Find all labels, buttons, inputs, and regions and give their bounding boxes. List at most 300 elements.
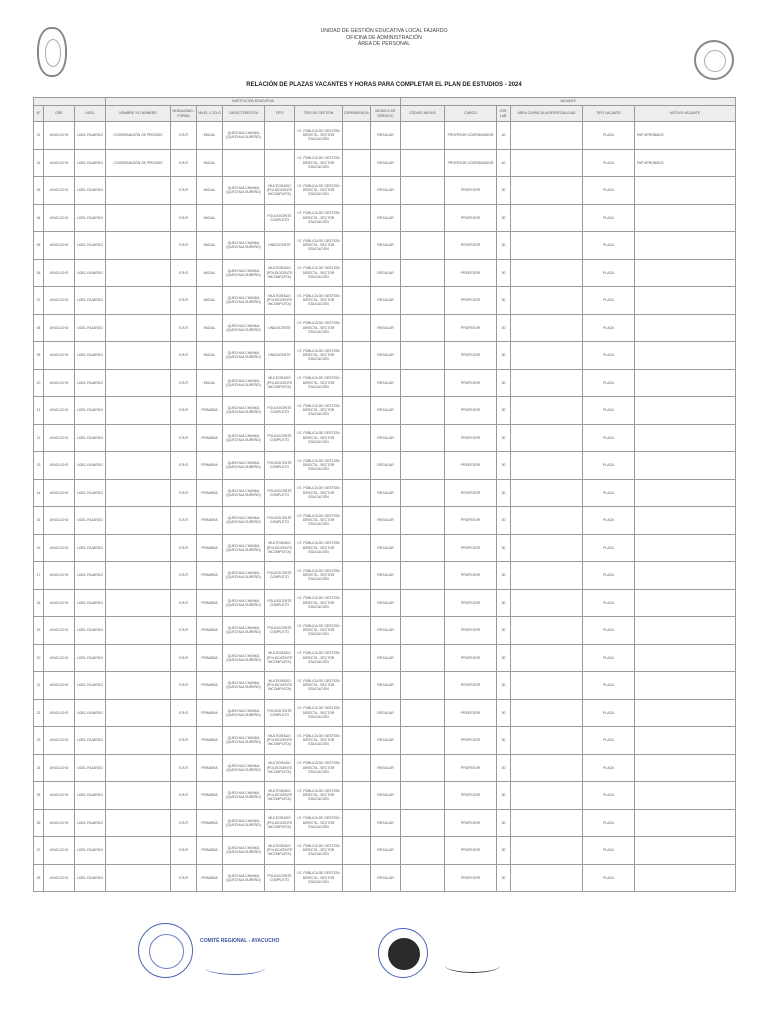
table-cell-nombre: [106, 232, 171, 260]
table-cell-n: 02: [34, 149, 44, 177]
table-cell-jor: 30: [497, 644, 511, 672]
table-cell-n: 16: [34, 534, 44, 562]
table-cell-nivel: PRIMARIA: [197, 617, 223, 645]
table-cell-n: 05: [34, 232, 44, 260]
table-cell-gest: I.E. PÚBLICA DE GESTIÓN DIRECTA - SECTOR EDUCACIÓN: [295, 314, 343, 342]
table-cell-ugel: UGEL FAJARDO: [75, 452, 106, 480]
table-cell-cargo: PROFESOR: [445, 314, 497, 342]
table-cell-dep: [343, 397, 371, 425]
table-cell-tipo: MULTIGRADO (POLIDOCENTE INCOMPLETA): [265, 644, 295, 672]
table-cell-dep: [343, 699, 371, 727]
table-cell-nexus: [401, 452, 445, 480]
table-cell-carac: QUECHUA CHANKA (QUECHUA SUREÑO): [223, 232, 265, 260]
table-cell-cargo: PROFESOR COORDINADOR: [445, 122, 497, 150]
table-cell-dep: [343, 287, 371, 315]
table-cell-area: [511, 534, 583, 562]
table-cell-tipo_vac: PLAZA: [583, 699, 635, 727]
table-cell-nivel: PRIMARIA: [197, 452, 223, 480]
table-cell-nombre: [106, 369, 171, 397]
table-cell-nombre: [106, 754, 171, 782]
table-cell-motivo: [635, 287, 736, 315]
table-cell-dre: AYACUCHO: [44, 232, 75, 260]
table-cell-tipo_vac: PLAZA: [583, 479, 635, 507]
table-cell-dre: AYACUCHO: [44, 809, 75, 837]
table-cell-modelo: REGULAR: [371, 837, 401, 865]
table-cell-carac: QUECHUA CHANKA (QUECHUA SUREÑO): [223, 479, 265, 507]
table-cell-jor: 30: [497, 287, 511, 315]
table-cell-dep: [343, 259, 371, 287]
table-cell-motivo: [635, 782, 736, 810]
column-header: ÁREA CURRICULAR/ESPECIALIDAD: [511, 106, 583, 122]
table-row: [34, 727, 736, 755]
table-cell-cargo: PROFESOR: [445, 204, 497, 232]
table-cell-nombre: [106, 562, 171, 590]
table-cell-nexus: [401, 424, 445, 452]
table-cell-modelo: REGULAR: [371, 314, 401, 342]
table-cell-carac: QUECHUA CHANKA (QUECHUA SUREÑO): [223, 369, 265, 397]
table-cell-n: 22: [34, 699, 44, 727]
table-cell-motivo: [635, 727, 736, 755]
table-cell-mod: E.B.R: [171, 699, 197, 727]
table-cell-dep: [343, 672, 371, 700]
table-cell-tipo: MULTIGRADO (POLIDOCENTE INCOMPLETA): [265, 809, 295, 837]
table-row: [34, 699, 736, 727]
column-header: NOMBRE Y/O NÚMERO: [106, 106, 171, 122]
table-cell-carac: QUECHUA CHANKA (QUECHUA SUREÑO): [223, 589, 265, 617]
table-cell-cargo: PROFESOR: [445, 452, 497, 480]
vacancies-table: [33, 97, 736, 892]
table-cell-area: [511, 177, 583, 205]
table-cell-nexus: [401, 204, 445, 232]
table-cell-area: [511, 479, 583, 507]
table-cell-carac: QUECHUA CHANKA (QUECHUA SUREÑO): [223, 754, 265, 782]
table-cell-dep: [343, 534, 371, 562]
document-title: RELACIÓN DE PLAZAS VACANTES Y HORAS PARA COMPLETAR EL PLAN DE ESTUDIOS - 2024: [246, 82, 522, 88]
table-cell-n: 23: [34, 727, 44, 755]
table-cell-tipo_vac: PLAZA: [583, 782, 635, 810]
table-cell-motivo: [635, 424, 736, 452]
table-cell-carac: QUECHUA CHANKA (QUECHUA SUREÑO): [223, 644, 265, 672]
table-cell-gest: I.E. PÚBLICA DE GESTIÓN DIRECTA - SECTOR EDUCACIÓN: [295, 232, 343, 260]
table-cell-jor: 30: [497, 534, 511, 562]
table-cell-motivo: [635, 204, 736, 232]
table-cell-jor: 30: [497, 727, 511, 755]
table-cell-gest: I.E. PÚBLICA DE GESTIÓN DIRECTA - SECTOR EDUCACIÓN: [295, 287, 343, 315]
table-cell-nexus: [401, 397, 445, 425]
table-cell-nexus: [401, 864, 445, 892]
table-cell-ugel: UGEL FAJARDO: [75, 149, 106, 177]
table-cell-modelo: REGULAR: [371, 672, 401, 700]
table-cell-ugel: UGEL FAJARDO: [75, 397, 106, 425]
table-cell-cargo: PROFESOR: [445, 672, 497, 700]
table-cell-dep: [343, 452, 371, 480]
table-cell-nivel: PRIMARIA: [197, 672, 223, 700]
table-cell-nexus: [401, 837, 445, 865]
column-header: MODELO DE SERVICIO: [371, 106, 401, 122]
table-cell-motivo: PAP APROBADO: [635, 149, 736, 177]
table-cell-n: 28: [34, 864, 44, 892]
table-cell-nivel: INICIAL: [197, 259, 223, 287]
table-cell-dre: AYACUCHO: [44, 452, 75, 480]
table-cell-nombre: [106, 644, 171, 672]
table-cell-gest: I.E. PÚBLICA DE GESTIÓN DIRECTA - SECTOR EDUCACIÓN: [295, 369, 343, 397]
table-cell-tipo: MULTIGRADO (POLIDOCENTE INCOMPLETA): [265, 287, 295, 315]
right-seal-stamp: [378, 928, 428, 978]
table-cell-nombre: [106, 397, 171, 425]
table-cell-dre: AYACUCHO: [44, 534, 75, 562]
table-row: [34, 122, 736, 150]
table-cell-jor: 30: [497, 864, 511, 892]
column-header: UGEL: [75, 106, 106, 122]
table-cell-jor: 30: [497, 424, 511, 452]
table-cell-modelo: REGULAR: [371, 259, 401, 287]
right-signature-scribble: [445, 958, 500, 973]
table-cell-mod: E.B.R: [171, 259, 197, 287]
table-cell-gest: I.E. PÚBLICA DE GESTIÓN DIRECTA - SECTOR EDUCACIÓN: [295, 809, 343, 837]
table-cell-modelo: REGULAR: [371, 562, 401, 590]
table-cell-nombre: [106, 727, 171, 755]
table-cell-tipo_vac: PLAZA: [583, 397, 635, 425]
table-cell-motivo: [635, 644, 736, 672]
table-cell-dre: AYACUCHO: [44, 864, 75, 892]
table-cell-tipo_vac: PLAZA: [583, 589, 635, 617]
table-cell-cargo: PROFESOR: [445, 837, 497, 865]
table-cell-area: [511, 314, 583, 342]
table-row: [34, 534, 736, 562]
table-cell-cargo: PROFESOR: [445, 479, 497, 507]
table-cell-modelo: REGULAR: [371, 507, 401, 535]
table-cell-nexus: [401, 314, 445, 342]
table-cell-dep: [343, 177, 371, 205]
table-cell-n: 12: [34, 424, 44, 452]
table-cell-dep: [343, 342, 371, 370]
table-cell-area: [511, 754, 583, 782]
table-cell-cargo: PROFESOR: [445, 617, 497, 645]
table-cell-nivel: INICIAL: [197, 287, 223, 315]
table-cell-mod: E.B.R: [171, 397, 197, 425]
table-cell-area: [511, 644, 583, 672]
group-blank-left: [34, 98, 106, 106]
table-cell-carac: QUECHUA CHANKA (QUECHUA SUREÑO): [223, 809, 265, 837]
table-cell-area: [511, 864, 583, 892]
table-cell-tipo: POLIDOCENTE COMPLETO: [265, 562, 295, 590]
table-cell-ugel: UGEL FAJARDO: [75, 699, 106, 727]
column-header: NIVEL / CICLO: [197, 106, 223, 122]
table-cell-modelo: REGULAR: [371, 177, 401, 205]
table-cell-nivel: INICIAL: [197, 177, 223, 205]
table-cell-n: 17: [34, 562, 44, 590]
table-cell-nombre: [106, 424, 171, 452]
table-cell-gest: I.E. PÚBLICA DE GESTIÓN DIRECTA - SECTOR EDUCACIÓN: [295, 452, 343, 480]
table-cell-modelo: REGULAR: [371, 479, 401, 507]
table-row: [34, 397, 736, 425]
header-institution: UNIDAD DE GESTIÓN EDUCATIVA LOCAL FAJARDO: [320, 28, 448, 34]
table-cell-carac: QUECHUA CHANKA (QUECHUA SUREÑO): [223, 534, 265, 562]
table-cell-mod: E.B.R: [171, 782, 197, 810]
table-cell-gest: I.E. PÚBLICA DE GESTIÓN DIRECTA - SECTOR EDUCACIÓN: [295, 864, 343, 892]
table-cell-n: 04: [34, 204, 44, 232]
table-cell-tipo: POLIDOCENTE COMPLETO: [265, 397, 295, 425]
left-seal-stamp: [138, 923, 193, 978]
table-cell-cargo: PROFESOR: [445, 232, 497, 260]
table-cell-cargo: PROFESOR: [445, 507, 497, 535]
table-cell-nivel: PRIMARIA: [197, 507, 223, 535]
table-row: [34, 342, 736, 370]
table-cell-n: 15: [34, 507, 44, 535]
table-cell-area: [511, 149, 583, 177]
table-cell-tipo: POLIDOCENTE COMPLETO: [265, 589, 295, 617]
table-cell-nexus: [401, 589, 445, 617]
table-cell-area: [511, 369, 583, 397]
table-cell-nivel: PRIMARIA: [197, 782, 223, 810]
table-cell-n: 13: [34, 452, 44, 480]
table-cell-nombre: [106, 782, 171, 810]
table-cell-ugel: UGEL FAJARDO: [75, 177, 106, 205]
table-cell-dre: AYACUCHO: [44, 122, 75, 150]
table-cell-area: [511, 782, 583, 810]
table-cell-tipo_vac: PLAZA: [583, 534, 635, 562]
table-cell-carac: QUECHUA CHANKA (QUECHUA SUREÑO): [223, 342, 265, 370]
table-cell-modelo: REGULAR: [371, 534, 401, 562]
table-cell-jor: 30: [497, 177, 511, 205]
table-row: [34, 314, 736, 342]
table-cell-ugel: UGEL FAJARDO: [75, 342, 106, 370]
table-cell-dep: [343, 369, 371, 397]
table-cell-motivo: [635, 479, 736, 507]
table-cell-dep: [343, 562, 371, 590]
table-cell-nivel: PRIMARIA: [197, 699, 223, 727]
table-cell-tipo_vac: PLAZA: [583, 837, 635, 865]
table-cell-tipo_vac: PLAZA: [583, 562, 635, 590]
table-cell-jor: 30: [497, 342, 511, 370]
table-cell-tipo_vac: PLAZA: [583, 259, 635, 287]
table-cell-motivo: [635, 232, 736, 260]
table-cell-mod: E.B.R: [171, 204, 197, 232]
table-cell-tipo_vac: PLAZA: [583, 314, 635, 342]
table-cell-modelo: REGULAR: [371, 754, 401, 782]
table-cell-ugel: UGEL FAJARDO: [75, 809, 106, 837]
table-cell-tipo_vac: PLAZA: [583, 452, 635, 480]
table-cell-cargo: PROFESOR: [445, 782, 497, 810]
table-cell-motivo: [635, 589, 736, 617]
table-cell-gest: I.E. PÚBLICA DE GESTIÓN DIRECTA - SECTOR EDUCACIÓN: [295, 534, 343, 562]
table-cell-ugel: UGEL FAJARDO: [75, 644, 106, 672]
table-cell-dre: AYACUCHO: [44, 562, 75, 590]
table-cell-tipo: MULTIGRADO (POLIDOCENTE INCOMPLETA): [265, 727, 295, 755]
table-cell-tipo_vac: PLAZA: [583, 809, 635, 837]
table-cell-cargo: PROFESOR: [445, 259, 497, 287]
table-cell-carac: QUECHUA CHANKA (QUECHUA SUREÑO): [223, 452, 265, 480]
table-cell-ugel: UGEL FAJARDO: [75, 589, 106, 617]
table-cell-jor: 30: [497, 397, 511, 425]
table-row: [34, 644, 736, 672]
table-cell-gest: I.E. PÚBLICA DE GESTIÓN DIRECTA - SECTOR EDUCACIÓN: [295, 397, 343, 425]
table-cell-ugel: UGEL FAJARDO: [75, 672, 106, 700]
group-institucion: INSTITUCIÓN EDUCATIVA: [106, 98, 401, 106]
table-cell-jor: 30: [497, 507, 511, 535]
table-cell-nexus: [401, 782, 445, 810]
column-header: DEPENDENCIA: [343, 106, 371, 122]
table-cell-n: 26: [34, 809, 44, 837]
table-cell-jor: 30: [497, 452, 511, 480]
table-cell-motivo: [635, 699, 736, 727]
table-cell-motivo: [635, 452, 736, 480]
table-cell-nivel: INICIAL: [197, 369, 223, 397]
table-cell-tipo: POLIDOCENTE COMPLETO: [265, 699, 295, 727]
table-cell-carac: QUECHUA CHANKA (QUECHUA SUREÑO): [223, 177, 265, 205]
table-cell-motivo: PAP APROBADO: [635, 122, 736, 150]
table-cell-cargo: PROFESOR: [445, 864, 497, 892]
table-cell-dep: [343, 424, 371, 452]
table-cell-jor: 30: [497, 314, 511, 342]
table-header-row: [34, 106, 736, 122]
table-cell-dre: AYACUCHO: [44, 507, 75, 535]
table-row: [34, 232, 736, 260]
table-cell-modelo: REGULAR: [371, 589, 401, 617]
table-cell-carac: QUECHUA CHANKA (QUECHUA SUREÑO): [223, 699, 265, 727]
table-cell-nivel: PRIMARIA: [197, 479, 223, 507]
table-cell-nexus: [401, 259, 445, 287]
table-cell-motivo: [635, 369, 736, 397]
table-cell-nexus: [401, 672, 445, 700]
table-cell-area: [511, 259, 583, 287]
table-cell-cargo: PROFESOR: [445, 177, 497, 205]
table-cell-nivel: PRIMARIA: [197, 424, 223, 452]
column-header: MOTIVO VACANTE: [635, 106, 736, 122]
table-cell-cargo: PROFESOR: [445, 727, 497, 755]
table-cell-carac: QUECHUA CHANKA (QUECHUA SUREÑO): [223, 507, 265, 535]
table-cell-dre: AYACUCHO: [44, 727, 75, 755]
table-cell-cargo: PROFESOR: [445, 809, 497, 837]
table-cell-nombre: [106, 204, 171, 232]
table-cell-tipo: POLIDOCENTE COMPLETO: [265, 424, 295, 452]
table-cell-gest: I.E. PÚBLICA DE GESTIÓN DIRECTA - SECTOR EDUCACIÓN: [295, 837, 343, 865]
column-header: CARGO: [445, 106, 497, 122]
table-cell-nombre: COORDINACIÓN DE PRONOEI: [106, 149, 171, 177]
table-cell-tipo: UNIDOCENTE: [265, 314, 295, 342]
table-cell-carac: QUECHUA CHANKA (QUECHUA SUREÑO): [223, 397, 265, 425]
table-cell-mod: E.B.R: [171, 672, 197, 700]
table-cell-nexus: [401, 342, 445, 370]
table-cell-modelo: REGULAR: [371, 149, 401, 177]
table-cell-nexus: [401, 479, 445, 507]
table-cell-carac: QUECHUA CHANKA (QUECHUA SUREÑO): [223, 424, 265, 452]
table-cell-ugel: UGEL FAJARDO: [75, 259, 106, 287]
table-cell-mod: E.B.R: [171, 644, 197, 672]
table-cell-area: [511, 809, 583, 837]
table-cell-area: [511, 122, 583, 150]
table-row: [34, 589, 736, 617]
table-cell-nombre: [106, 287, 171, 315]
table-cell-tipo: MULTIGRADO (POLIDOCENTE INCOMPLETA): [265, 534, 295, 562]
table-cell-gest: I.E. PÚBLICA DE GESTIÓN DIRECTA - SECTOR EDUCACIÓN: [295, 479, 343, 507]
table-cell-area: [511, 287, 583, 315]
table-cell-nombre: COORDINACIÓN DE PRONOEI: [106, 122, 171, 150]
table-cell-cargo: PROFESOR: [445, 287, 497, 315]
table-cell-cargo: PROFESOR: [445, 369, 497, 397]
table-cell-nexus: [401, 369, 445, 397]
table-cell-n: 09: [34, 342, 44, 370]
table-cell-area: [511, 727, 583, 755]
table-cell-mod: E.B.R: [171, 589, 197, 617]
table-cell-dep: [343, 809, 371, 837]
table-cell-ugel: UGEL FAJARDO: [75, 562, 106, 590]
table-cell-gest: I.E. PÚBLICA DE GESTIÓN DIRECTA - SECTOR EDUCACIÓN: [295, 342, 343, 370]
table-cell-jor: 30: [497, 232, 511, 260]
table-cell-n: 25: [34, 782, 44, 810]
table-row: [34, 672, 736, 700]
table-row: [34, 177, 736, 205]
table-cell-dre: AYACUCHO: [44, 589, 75, 617]
table-cell-nexus: [401, 534, 445, 562]
table-cell-nexus: [401, 617, 445, 645]
table-cell-mod: E.B.R: [171, 452, 197, 480]
table-cell-modelo: REGULAR: [371, 122, 401, 150]
table-cell-area: [511, 562, 583, 590]
table-cell-nombre: [106, 452, 171, 480]
table-cell-cargo: PROFESOR: [445, 534, 497, 562]
table-cell-ugel: UGEL FAJARDO: [75, 122, 106, 150]
table-cell-dre: AYACUCHO: [44, 699, 75, 727]
table-cell-gest: I.E. PÚBLICA DE GESTIÓN DIRECTA - SECTOR EDUCACIÓN: [295, 754, 343, 782]
table-cell-ugel: UGEL FAJARDO: [75, 287, 106, 315]
table-group-header-row: [34, 98, 736, 106]
table-cell-dep: [343, 617, 371, 645]
table-cell-nexus: [401, 644, 445, 672]
column-header: CARACTERÍSTICA: [223, 106, 265, 122]
left-stamp-text: COMITÉ REGIONAL - AYACUCHO: [200, 938, 280, 944]
table-cell-dre: AYACUCHO: [44, 204, 75, 232]
table-cell-jor: 30: [497, 369, 511, 397]
table-cell-nivel: INICIAL: [197, 149, 223, 177]
table-cell-motivo: [635, 259, 736, 287]
table-cell-jor: 30: [497, 562, 511, 590]
table-cell-area: [511, 672, 583, 700]
table-cell-nivel: PRIMARIA: [197, 837, 223, 865]
table-cell-nombre: [106, 259, 171, 287]
table-cell-motivo: [635, 837, 736, 865]
table-cell-tipo: MULTIGRADO (POLIDOCENTE INCOMPLETA): [265, 837, 295, 865]
table-cell-dep: [343, 479, 371, 507]
table-cell-gest: I.E. PÚBLICA DE GESTIÓN DIRECTA - SECTOR EDUCACIÓN: [295, 149, 343, 177]
table-cell-dep: [343, 507, 371, 535]
table-cell-cargo: PROFESOR: [445, 342, 497, 370]
table-cell-ugel: UGEL FAJARDO: [75, 424, 106, 452]
table-cell-dre: AYACUCHO: [44, 149, 75, 177]
table-cell-ugel: UGEL FAJARDO: [75, 204, 106, 232]
table-cell-nombre: [106, 617, 171, 645]
column-header: TIPO: [265, 106, 295, 122]
table-cell-area: [511, 617, 583, 645]
table-cell-dre: AYACUCHO: [44, 424, 75, 452]
table-cell-jor: 30: [497, 589, 511, 617]
table-cell-gest: I.E. PÚBLICA DE GESTIÓN DIRECTA - SECTOR EDUCACIÓN: [295, 672, 343, 700]
table-cell-nombre: [106, 672, 171, 700]
table-cell-n: 11: [34, 397, 44, 425]
table-cell-gest: I.E. PÚBLICA DE GESTIÓN DIRECTA - SECTOR EDUCACIÓN: [295, 589, 343, 617]
table-cell-jor: 30: [497, 782, 511, 810]
table-cell-carac: QUECHUA CHANKA (QUECHUA SUREÑO): [223, 562, 265, 590]
table-cell-gest: I.E. PÚBLICA DE GESTIÓN DIRECTA - SECTOR EDUCACIÓN: [295, 204, 343, 232]
table-cell-modelo: REGULAR: [371, 424, 401, 452]
table-cell-nexus: [401, 177, 445, 205]
table-cell-nombre: [106, 342, 171, 370]
table-cell-n: 01: [34, 122, 44, 150]
table-cell-tipo_vac: PLAZA: [583, 177, 635, 205]
left-signature-scribble: [205, 960, 265, 975]
table-cell-ugel: UGEL FAJARDO: [75, 314, 106, 342]
table-cell-jor: 30: [497, 204, 511, 232]
